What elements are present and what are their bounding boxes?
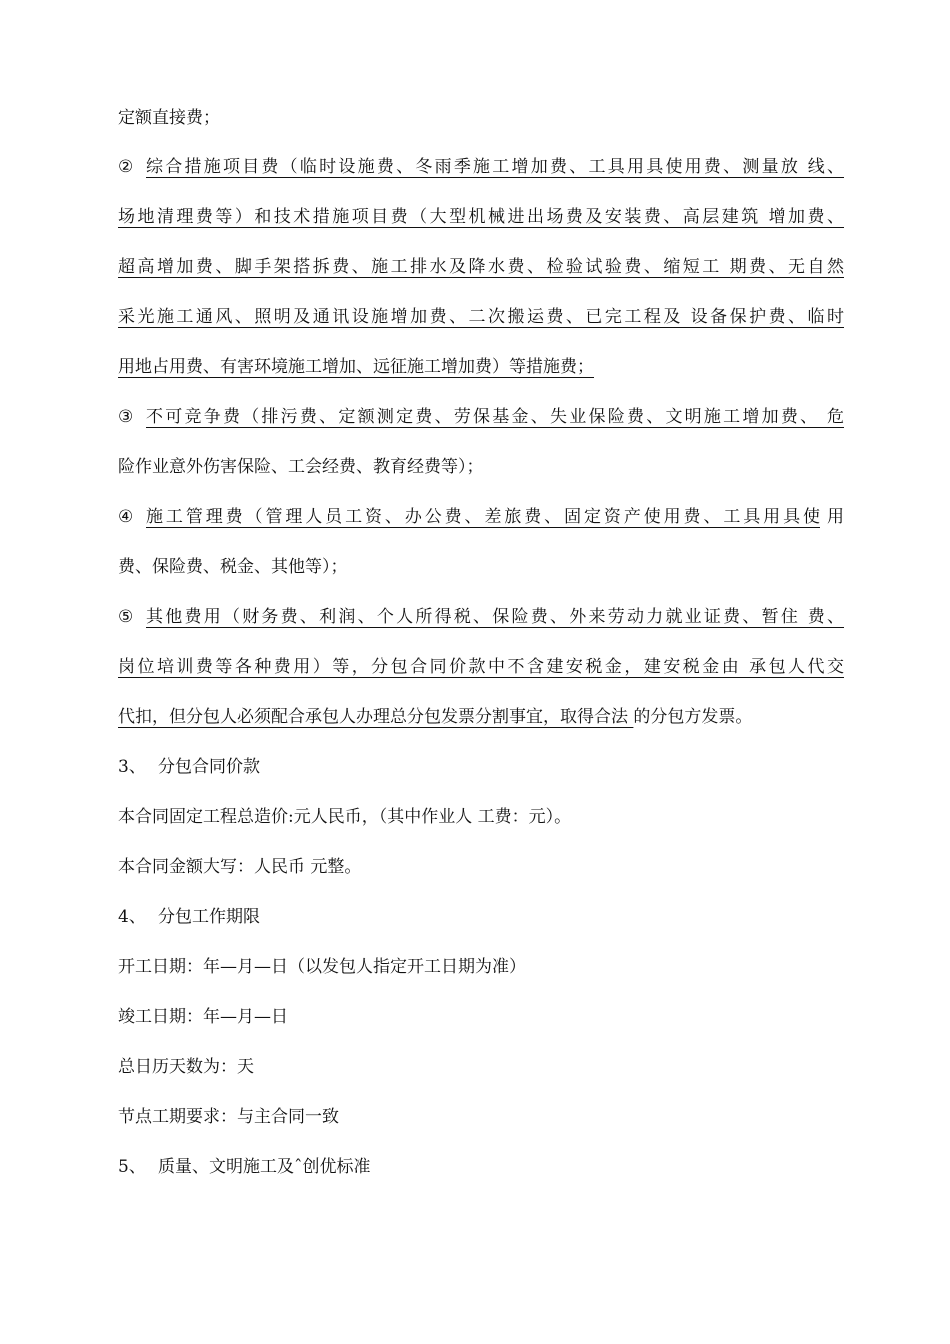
list-marker: ③ <box>118 407 134 427</box>
underlined-text: 场地清理费等）和技术措施项目费（大型机械进出场费及安装费、高层建筑 增加费、 <box>118 207 844 227</box>
underlined-text: 综合措施项目费（临时设施费、冬雨季施工增加费、工具用具使用费、测量放 线、 <box>146 157 844 177</box>
text-line <box>118 555 844 579</box>
underlined-text: 用地占用费、有害环境施工增加、远征施工增加费）等措施费； <box>118 357 594 377</box>
underlined-text: 超高增加费、脚手架搭拆费、施工排水及降水费、检验试验费、缩短工 期费、无自然 <box>118 257 844 277</box>
paragraph-text: 本合同固定工程总造价:元人民币，（其中作业人 工费：元）。 <box>118 807 572 827</box>
list-marker: ② <box>118 157 134 177</box>
section-heading-4 <box>118 905 844 929</box>
section-title: 分包合同价款 <box>158 757 260 777</box>
paragraph-text: 定额直接费； <box>118 108 220 128</box>
paragraph-text: 用 <box>827 507 844 527</box>
paragraph-text: 竣工日期：年—月—日 <box>118 1007 288 1027</box>
section-number: 4、 <box>118 907 146 927</box>
paragraph-text: 节点工期要求：与主合同一致 <box>118 1107 339 1127</box>
section-number: 3、 <box>118 757 146 777</box>
underlined-text: 代扣，但分包人必须配合承包人办理总分包发票分割事宜，取得合法 <box>118 707 634 727</box>
text-line <box>118 106 844 130</box>
paragraph-text: 本合同金额大写：人民币 元整。 <box>118 857 362 877</box>
list-item-4 <box>118 505 844 529</box>
underlined-text: 不可竞争费（排污费、定额测定费、劳保基金、失业保险费、文明施工增加费、 危 <box>146 407 844 427</box>
text-line <box>118 705 844 729</box>
underlined-text: 施工管理费（管理人员工资、办公费、差旅费、固定资产使用费、工具用具使 <box>146 507 820 527</box>
text-line <box>118 1055 844 1079</box>
text-line <box>118 855 844 879</box>
list-marker: ④ <box>118 507 134 527</box>
list-item-3 <box>118 405 844 429</box>
text-line <box>118 955 844 979</box>
underlined-text: 采光施工通风、照明及通讯设施增加费、二次搬运费、已完工程及 设备保护费、临时 <box>118 307 844 327</box>
text-line <box>118 1105 844 1129</box>
paragraph-text: 总日历天数为：天 <box>118 1057 254 1077</box>
underlined-text: 岗位培训费等各种费用）等，分包合同价款中不含建安税金，建安税金由 承包人代交 <box>118 657 844 677</box>
list-item-2 <box>118 155 844 179</box>
section-title: 分包工作期限 <box>158 907 260 927</box>
section-heading-3 <box>118 755 844 779</box>
text-line <box>118 355 844 379</box>
text-line <box>118 1005 844 1029</box>
list-marker: ⑤ <box>118 607 134 627</box>
section-heading-5 <box>118 1155 844 1179</box>
paragraph-text: 的分包方发票。 <box>633 707 753 727</box>
list-item-5 <box>118 605 844 629</box>
paragraph-text: 费、保险费、税金、其他等）； <box>118 557 348 577</box>
section-number: 5、 <box>118 1157 146 1177</box>
text-line <box>118 455 844 479</box>
text-line <box>118 805 844 829</box>
paragraph-text: 险作业意外伤害保险、工会经费、教育经费等）； <box>118 457 484 477</box>
section-title: 质量、文明施工及ˆ创优标准 <box>158 1157 371 1177</box>
paragraph-text: 开工日期：年—月—日（以发包人指定开工日期为准） <box>118 957 526 977</box>
underlined-text: 其他费用（财务费、利润、个人所得税、保险费、外来劳动力就业证费、暂住 费、 <box>146 607 844 627</box>
